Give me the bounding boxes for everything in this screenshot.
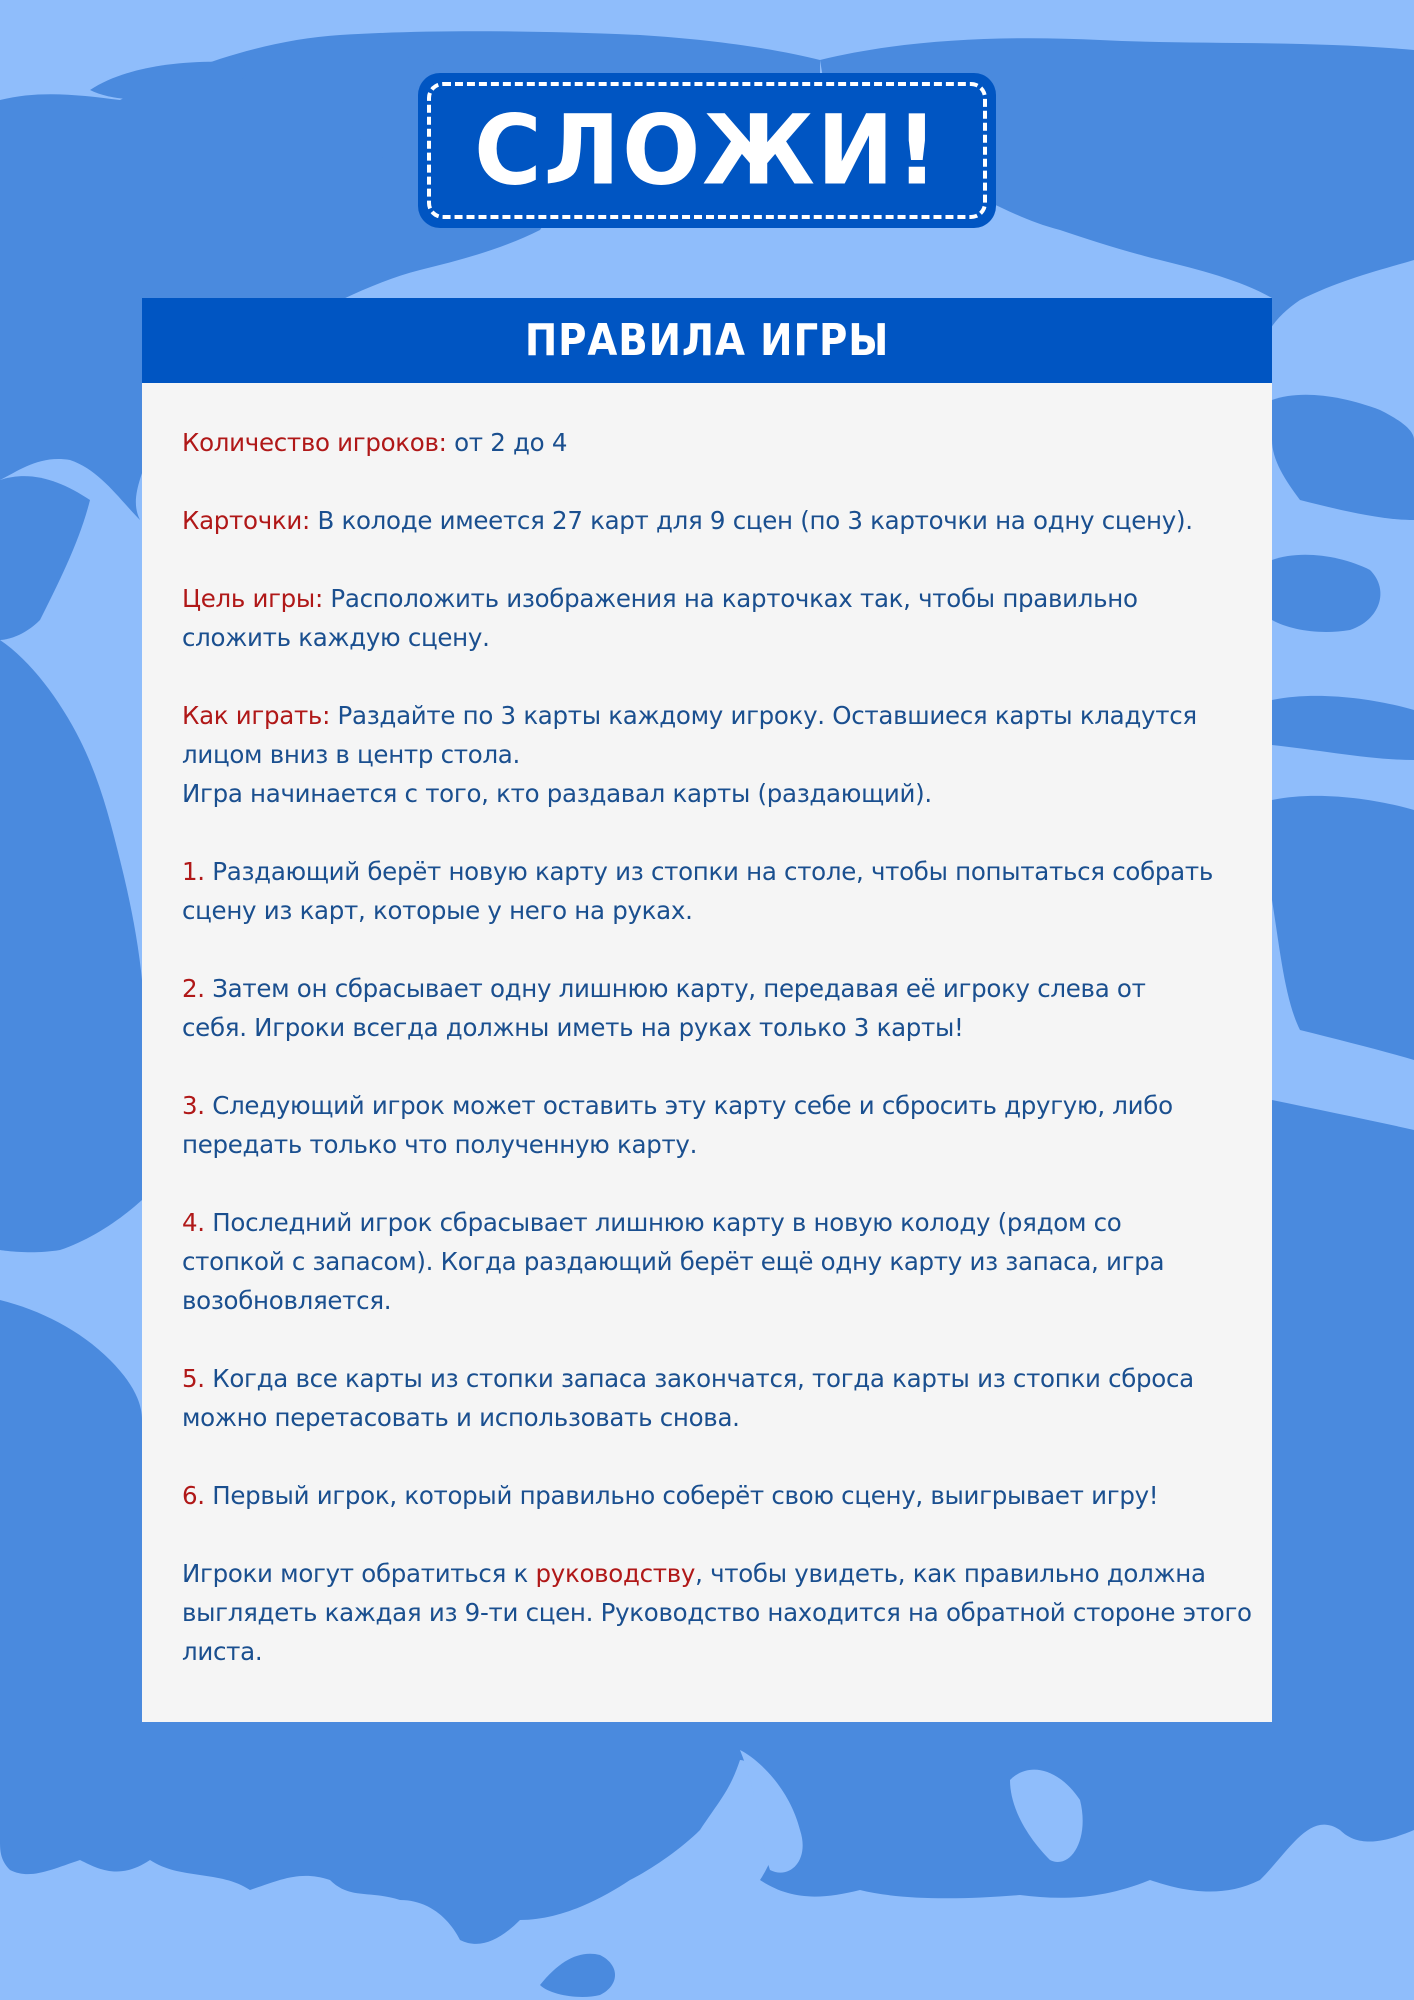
guide-note-paragraph [182, 1554, 1252, 1671]
step-number: 2. [182, 974, 205, 1003]
how-to-play-label: Как играть: [182, 701, 331, 730]
step-3 [182, 1086, 1212, 1164]
step-number: 3. [182, 1091, 205, 1120]
how-to-play-text: Раздайте по 3 карты каждому игроку. Оставшиеся карты кладутся лицом вниз в центр стола. [182, 701, 1197, 769]
step-text: Затем он сбрасывает одну лишнюю карту, передавая её игроку слева от себя. Игроки всегда должны иметь на руках только 3 карты! [182, 974, 1146, 1042]
how-to-play-paragraph [182, 696, 1232, 813]
how-to-play-text-2: Игра начинается с того, кто раздавал карты (раздающий). [182, 779, 932, 808]
step-text: Последний игрок сбрасывает лишнюю карту в новую колоду (рядом со стопкой с запасом). Когда раздающий берёт ещё одну карту из запаса, игра возобновляется. [182, 1208, 1165, 1315]
step-2 [182, 969, 1182, 1047]
step-number: 5. [182, 1364, 205, 1393]
game-title: СЛОЖИ! [474, 94, 940, 207]
players-paragraph [182, 423, 1257, 462]
guide-note-before: Игроки могут обратиться к [182, 1559, 536, 1588]
rules-card [142, 298, 1272, 1722]
step-text: Когда все карты из стопки запаса закончатся, тогда карты из стопки сброса можно перетасовать и использовать снова. [182, 1364, 1194, 1432]
step-5 [182, 1359, 1232, 1437]
game-title-badge [418, 73, 996, 228]
goal-text: Расположить изображения на карточках так, чтобы правильно сложить каждую сцену. [182, 584, 1138, 652]
rules-heading: ПРАВИЛА ИГРЫ [524, 315, 890, 366]
cards-text: В колоде имеется 27 карт для 9 сцен (по 3 карточки на одну сцену). [309, 506, 1193, 535]
step-text: Раздающий берёт новую карту из стопки на столе, чтобы попытаться собрать сцену из карт, которые у него на руках. [182, 857, 1213, 925]
step-1 [182, 852, 1257, 930]
guide-note-after: , чтобы увидеть, как правильно должна выглядеть каждая из 9-ти сцен. Руководство находится на обратной стороне этого листа. [182, 1559, 1252, 1666]
step-text: Первый игрок, который правильно соберёт свою сцену, выигрывает игру! [204, 1481, 1159, 1510]
step-number: 4. [182, 1208, 205, 1237]
goal-paragraph [182, 579, 1182, 657]
step-number: 1. [182, 857, 205, 886]
players-text: от 2 до 4 [446, 428, 568, 457]
rules-header [142, 298, 1272, 383]
step-4 [182, 1203, 1182, 1320]
cards-label: Карточки: [182, 506, 310, 535]
guide-link: руководству [535, 1559, 696, 1588]
goal-label: Цель игры: [182, 584, 323, 613]
step-6 [182, 1476, 1257, 1515]
step-text: Следующий игрок может оставить эту карту себе и сбросить другую, либо передать только что полученную карту. [182, 1091, 1173, 1159]
step-number: 6. [182, 1481, 205, 1510]
cards-paragraph [182, 501, 1257, 540]
players-label: Количество игроков: [182, 428, 447, 457]
